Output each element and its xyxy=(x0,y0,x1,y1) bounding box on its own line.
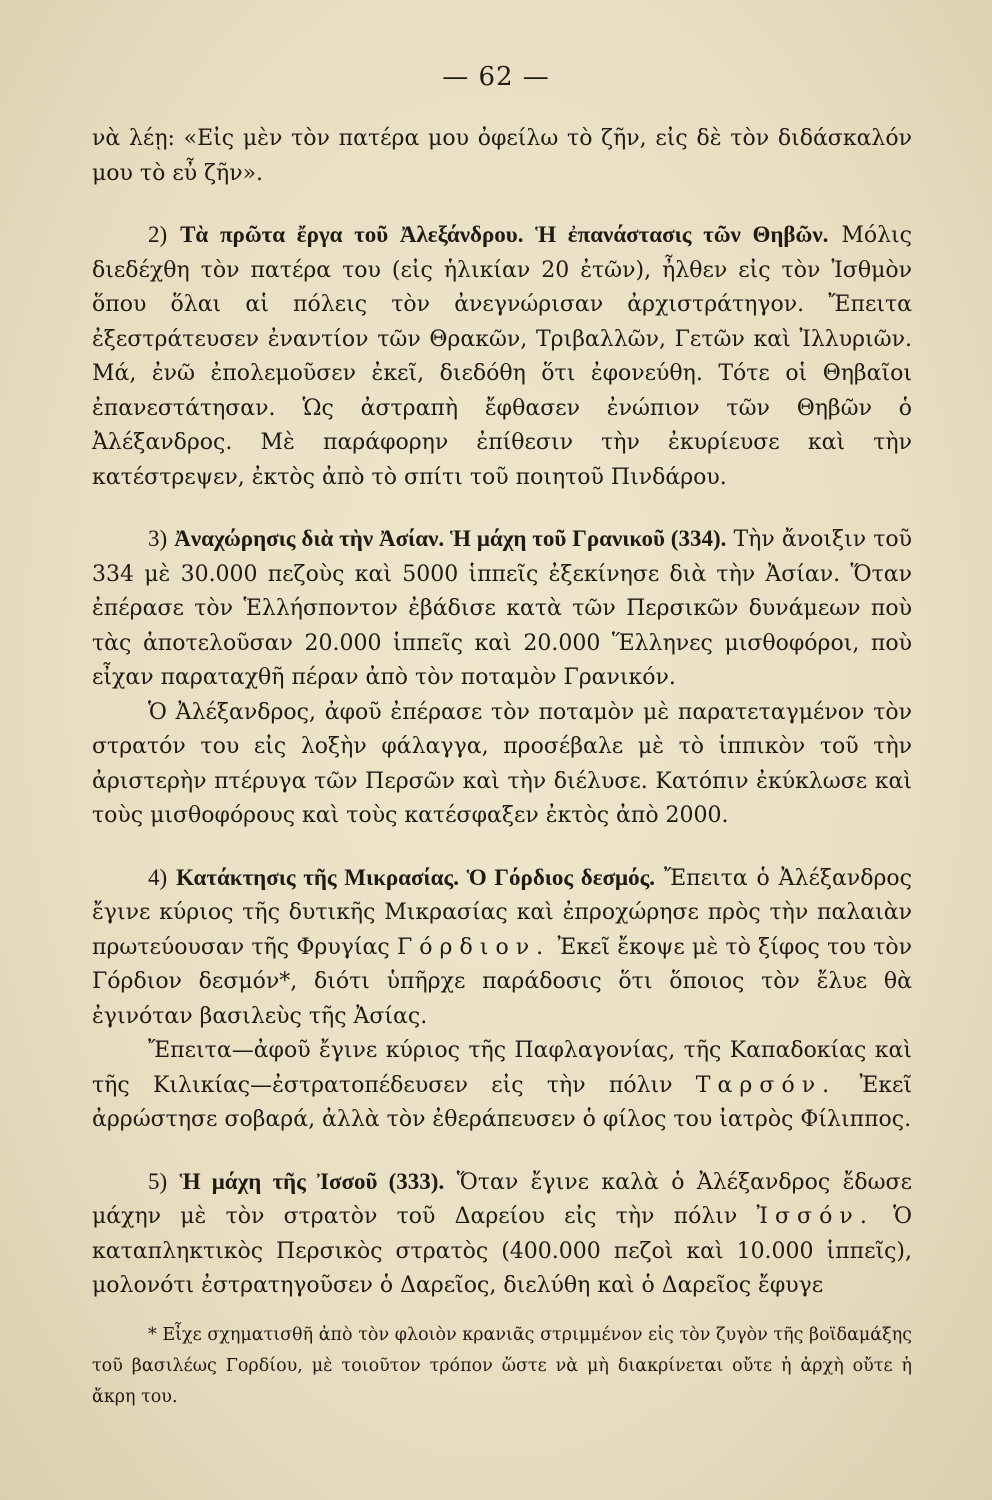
section-text: Μόλις διεδέχθη τὸν πατέρα του (εἰς ἡλικίαν 20 ἐτῶν), ἦλθεν εἰς τὸν Ἰσθμὸν ὅπου ὅλαι αἱ πόλεις τὸν ἀνεγνώρισαν ἀρχιστράτηγον. Ἔπειτα ἐξεστράτευσεν ἐναντίον τῶν Θρακῶν, Τριβαλλῶν, Γετῶν καὶ Ἰλλυριῶν. Μά, ἐνῶ ἐπολεμοῦσεν ἐκεῖ, διεδόθη ὅτι ἐφονεύθη. Τότε οἱ Θηβαῖοι ἐπανεστάτησαν. Ὡς ἀστραπὴ ἔφθασεν ἐνώπιον τῶν Θηβῶν ὁ Ἀλέξανδρος. Μὲ παράφορην ἐπίθεσιν τὴν ἐκυρίευσε καὶ τὴν κατέστρεψεν, ἐκτὸς ἀπὸ τὸ σπίτι τοῦ ποιητοῦ Πινδάρου. xyxy=(92,223,912,490)
section-heading: Ἡ μάχη τῆς Ἰσσοῦ (333). xyxy=(179,1168,445,1194)
main-text xyxy=(92,122,912,1304)
section-heading: Τὰ πρῶτα ἔργα τοῦ Ἀλεξάνδρου. Ἡ ἐπανάστασις τῶν Θηβῶν. xyxy=(180,222,829,247)
paragraph xyxy=(92,1034,912,1138)
section-4 xyxy=(92,861,912,1035)
section-number: 4) xyxy=(148,864,168,890)
page-number: — 62 — xyxy=(442,62,550,92)
section-text: Ὅταν ἔγινε καλὰ ὁ Ἀλέξανδρος ἔδωσε μάχην μὲ τὸν στρατὸν τοῦ Δαρείου εἰς τὴν πόλιν xyxy=(92,1169,912,1229)
section-heading: Ἀναχώρησις διὰ τὴν Ἀσίαν. Ἡ μάχη τοῦ Γρανικοῦ (334). xyxy=(174,526,727,551)
section-3 xyxy=(92,522,912,696)
paragraph-text: Ὁ Ἀλέξανδρος, ἀφοῦ ἐπέρασε τὸν ποταμὸν μὲ παρατεταγμένον τὸν στρατόν του εἰς λοξὴν φάλαγγα, προσέβαλε μὲ τὸ ἱππικὸν τοῦ τὴν ἀριστερὴν πτέρυγα τῶν Περσῶν καὶ τὴν διέλυσε. Κατόπιν ἐκύκλωσε καὶ τοὺς μισθοφόρους καὶ τοὺς κατέσφαξεν ἐκτὸς ἀπὸ 2000. xyxy=(92,699,912,828)
paragraph-text: Ἐκεῖ ἀρρώστησε σοβαρά, ἀλλὰ τὸν ἐθεράπευσεν ὁ φίλος του ἰατρὸς Φίλιππος. xyxy=(92,1072,912,1132)
section-heading: Κατάκτησις τῆς Μικρασίας. Ὁ Γόρδιος δεσμός. xyxy=(176,864,656,890)
section-text: Ὁ καταπληκτικὸς Περσικὸς στρατὸς (400.000 πεζοὶ καὶ 10.000 ἱππεῖς), μολονότι ἐστρατηγοῦσεν ὁ Δαρεῖος, διελύθη καὶ ὁ Δαρεῖος ἔφυγε xyxy=(92,1204,912,1298)
section-5 xyxy=(92,1165,912,1304)
paragraph xyxy=(92,122,912,191)
paragraph-text: νὰ λέῃ: «Εἰς μὲν τὸν πατέρα μου ὀφείλω τὸ ζῆν, εἰς δὲ τὸν διδάσκαλόν μου τὸ εὖ ζῆν». xyxy=(92,126,912,186)
paragraph xyxy=(92,696,912,834)
paragraph-text: Ἔπειτα—ἀφοῦ ἔγινε κύριος τῆς Παφλαγονίας, τῆς Καπαδοκίας καὶ τῆς Κιλικίας—ἐστρατοπέδευσεν εἰς τὴν πόλιν xyxy=(92,1038,912,1098)
spaced-word: Γόρδιον. xyxy=(396,934,551,960)
spaced-word: Ταρσόν. xyxy=(695,1072,837,1098)
section-text: Τὴν ἄνοιξιν τοῦ 334 μὲ 30.000 πεζοὺς καὶ 5000 ἱππεῖς ἐξεκίνησε διὰ τὴν Ἀσίαν. Ὅταν ἐπέρασε τὸν Ἑλλήσποντον ἐβάδισε κατὰ τῶν Περσικῶν δυνάμεων ποὺ τὰς ἀποτελοῦσαν 20.000 ἱππεῖς καὶ 20.000 Ἕλληνες μισθοφόροι, ποὺ εἶχαν παραταχθῆ πέραν ἀπὸ τὸν ποταμὸν Γρανικόν. xyxy=(92,527,912,690)
section-number: 5) xyxy=(148,1168,168,1194)
spaced-word: Ἰσσόν. xyxy=(756,1204,874,1229)
section-text: Ἐκεῖ ἔκοψε μὲ τὸ ξίφος του τὸν Γόρδιον δεσμόν*, διότι ὑπῆρχε παράδοσις ὅτι ὅποιος τὸν ἔλυε θὰ ἐγινόταν βασιλεὺς τῆς Ἀσίας. xyxy=(92,934,912,1029)
footnotes xyxy=(92,1320,912,1413)
section-2 xyxy=(92,218,912,495)
section-number: 2) xyxy=(148,222,168,247)
section-text: Ἔπειτα ὁ Ἀλέξανδρος ἔγινε κύριος τῆς δυτικῆς Μικρασίας καὶ ἐπροχώρησε πρὸς τὴν παλαιὰν πρωτεύουσαν τῆς Φρυγίας xyxy=(92,865,912,960)
footnote: * Εἶχε σχηματισθῆ ἀπὸ τὸν φλοιὸν κρανιᾶς στριμμένον εἰς τὸν ζυγὸν τῆς βοϊδαμάξης τοῦ βασιλέως Γορδίου, μὲ τοιοῦτον τρόπον ὥστε νὰ μὴ διακρίνεται οὔτε ἡ ἀρχὴ οὔτε ἡ ἄκρη του. xyxy=(92,1325,912,1407)
section-number: 3) xyxy=(148,526,168,551)
